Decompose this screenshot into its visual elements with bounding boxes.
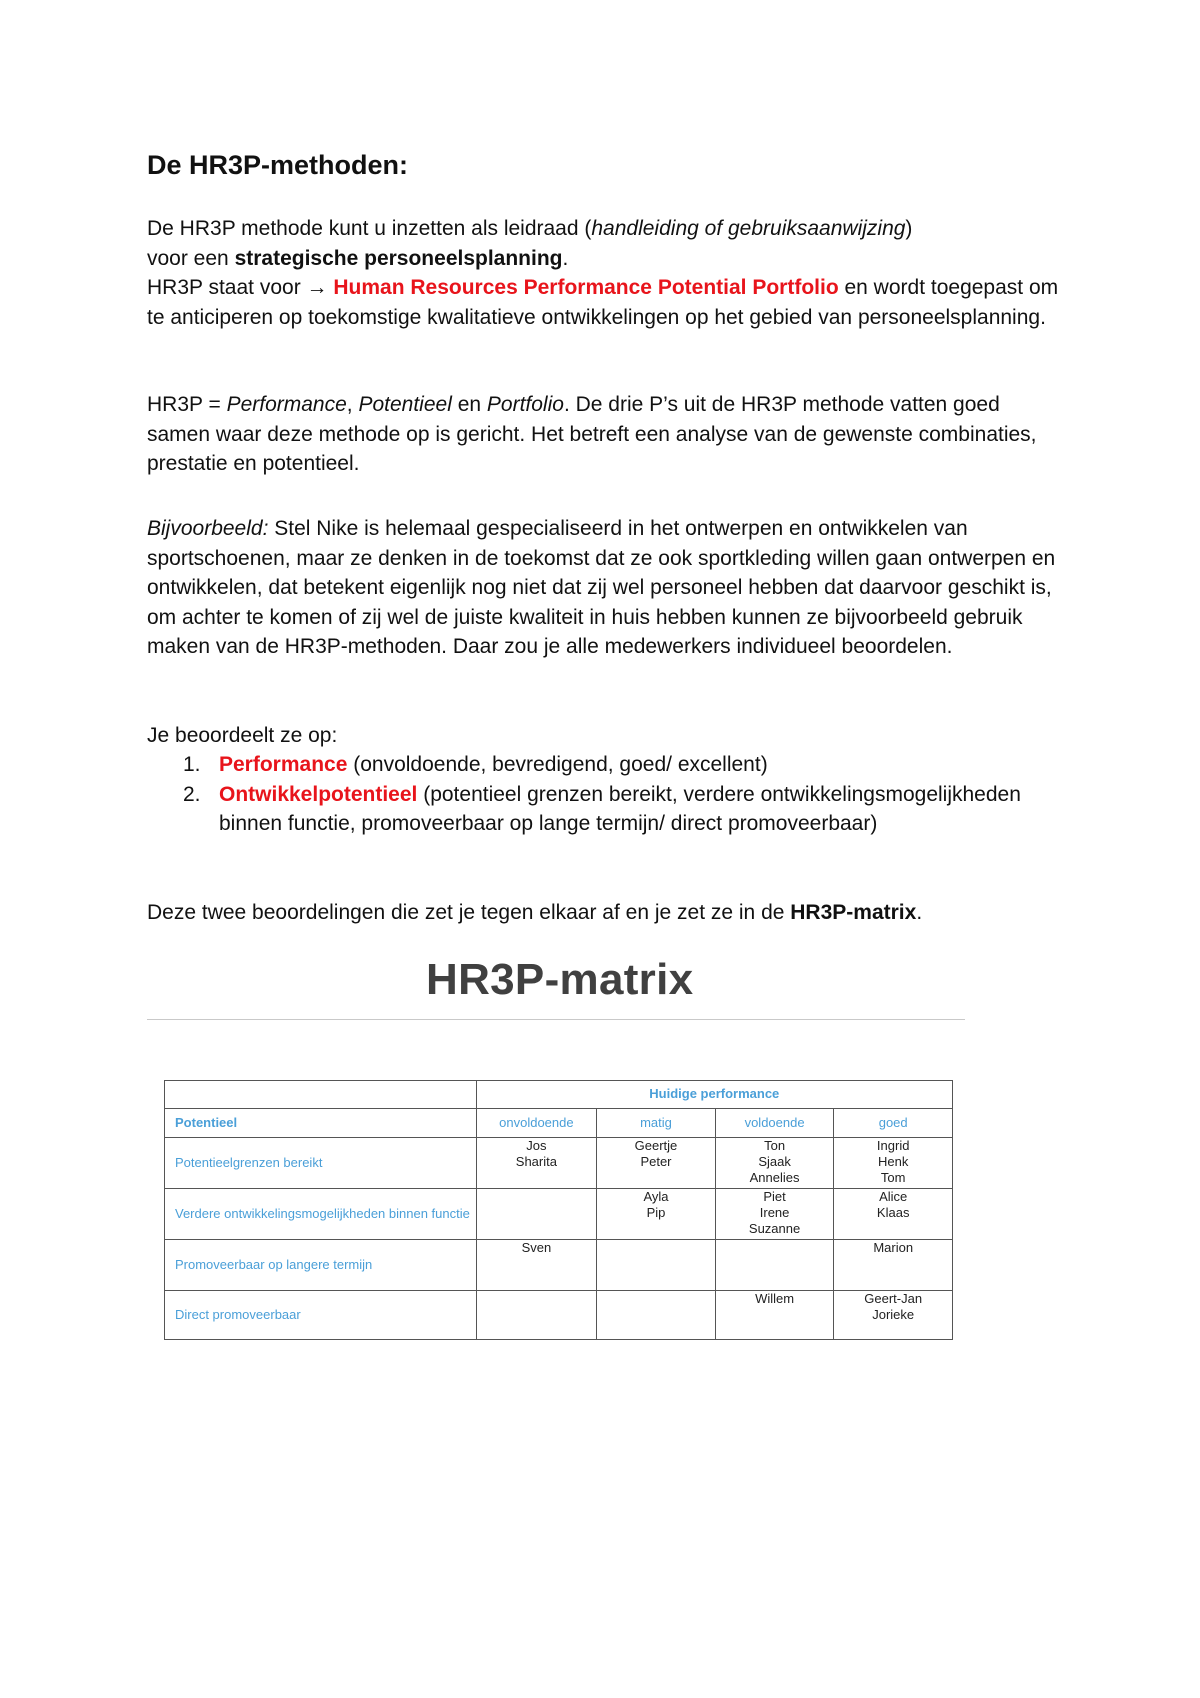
table-cell (597, 1240, 716, 1291)
table-cell (476, 1291, 597, 1340)
table-row (165, 1291, 953, 1340)
hr3p-matrix-table (164, 1080, 953, 1340)
table-cell (597, 1291, 716, 1340)
table-row (165, 1189, 953, 1240)
table-cell: Ingrid Henk Tom (834, 1138, 953, 1189)
table-cell (476, 1189, 597, 1240)
title-divider (147, 1019, 965, 1020)
table-row (165, 1240, 953, 1291)
table-cell: Geert-Jan Jorieke (834, 1291, 953, 1340)
page-title: De HR3P-methoden: (147, 150, 409, 180)
table-row (165, 1138, 953, 1189)
column-header: matig (597, 1109, 716, 1138)
matrix-title: HR3P-matrix (426, 955, 694, 1004)
list-item: 1. Performance (onvoldoende, bevredigend, goed/ excellent) (183, 753, 768, 776)
example-paragraph: Bijvoorbeeld: Stel Nike is helemaal gespecialiseerd in het ontwerpen en ontwikkelen van sportschoenen, maar ze denken in de toekomst dat ze ook sportkleding willen gaan ontwerpen en ontwikkelen, dat betekent eigenlijk nog niet dat zij wel personeel hebben dat daarvoor geschikt is, om achter te komen of zij wel de juiste kwaliteit in huis hebben kunnen ze bijvoorbeeld gebruik maken van de HR3P-methoden. Daar zou je alle medewerkers individueel beoordelen. (147, 517, 1056, 658)
column-header: voldoende (715, 1109, 834, 1138)
matrix-intro: Deze twee beoordelingen die zet je tegen elkaar af en je zet ze in de HR3P-matrix. (147, 901, 923, 924)
table-cell: Sven (476, 1240, 597, 1291)
table-cell: Willem (715, 1291, 834, 1340)
column-header: onvoldoende (476, 1109, 597, 1138)
intro-paragraph: De HR3P methode kunt u inzetten als leidraad (handleiding of gebruiksaanwijzing) voor een strategische personeelsplanning. HR3P staat voor → Human Resources Performance Potential Portfolio en wordt toegepast om te anticiperen op toekomstige kwalitatieve ontwikkelingen op het gebied van personeelsplanning. (147, 217, 1059, 329)
assessment-intro: Je beoordeelt ze op: (147, 724, 338, 747)
row-label: Potentieelgrenzen bereikt (165, 1138, 477, 1189)
row-label: Direct promoveerbaar (165, 1291, 477, 1340)
list-item: 2. Ontwikkelpotentieel (potentieel grenzen bereikt, verdere ontwikkelingsmogelijkheden binnen functie, promoveerbaar op lange termijn/ direct promoveerbaar) (183, 782, 1021, 835)
table-cell: Piet Irene Suzanne (715, 1189, 834, 1240)
row-label: Verdere ontwikkelingsmogelijkheden binnen functie (165, 1189, 477, 1240)
hr3p-definition: Human Resources Performance Potential Portfolio (333, 276, 839, 299)
table-cell: Geertje Peter (597, 1138, 716, 1189)
potential-header: Potentieel (165, 1109, 477, 1138)
column-header: goed (834, 1109, 953, 1138)
assessment-list (147, 750, 1067, 839)
table-cell: Marion (834, 1240, 953, 1291)
row-label: Promoveerbaar op langere termijn (165, 1240, 477, 1291)
table-header-row (165, 1081, 953, 1109)
table-cell: Alice Klaas (834, 1189, 953, 1240)
table-cell: Jos Sharita (476, 1138, 597, 1189)
table-cell: Ton Sjaak Annelies (715, 1138, 834, 1189)
hr3p-paragraph: HR3P = Performance, Potentieel en Portfolio. De drie P’s uit de HR3P methode vatten goed samen waar deze methode op is gericht. Het betreft een analyse van de gewenste combinaties, prestatie en potentieel. (147, 393, 1037, 475)
performance-header: Huidige performance (476, 1081, 952, 1109)
table-column-row (165, 1109, 953, 1138)
table-cell (715, 1240, 834, 1291)
table-cell: Ayla Pip (597, 1189, 716, 1240)
